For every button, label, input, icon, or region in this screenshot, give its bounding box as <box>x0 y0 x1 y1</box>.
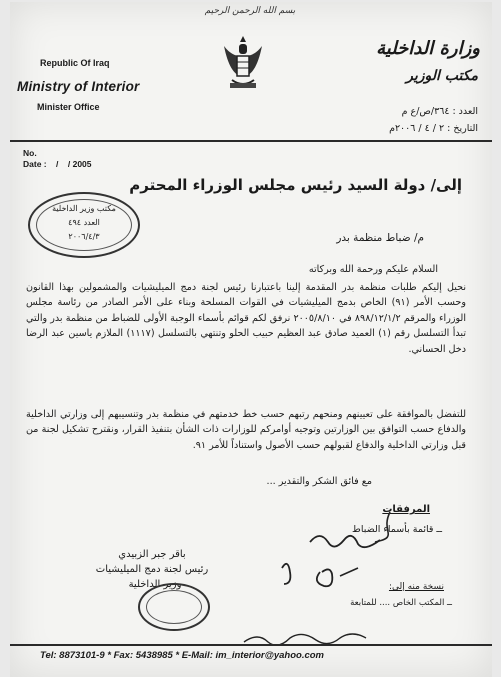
body-paragraph-1: نحيل إليكم طلبات منظمة بدر المقدمة إلينا باعتبارنا رئيس لجنة دمج الميليشيات والمشمولين بهذا القانون وحسب الأمر (٩١) الخاص بدمج الميليشيات في القوات المسلحة وبناء على الأمر الصادر من رئاسة مجلس الوزراء والمرقم ٨٩٨/١٢/١/٢ في ٢٠٠٥/٨/١٠ نرفق لكم قوائم بأسماء الوجبة الأولى للضباط من منظمة بدر والتي تبدأ التسلسل رقم (١) العميد صادق عبد العظيم حبيب الحلو وتنتهي بالتسلسل (١١١٧) الملازم ياسين عبد الرضا دخل الحساني. <box>26 282 467 355</box>
body-paragraph-2: للتفضل بالموافقة على تعيينهم ومنحهم رتبهم حسب خط خدمتهم في منظمة بدر وتنسيبهم إلى وزارتي الداخلية والدفاع حسب التوافق بين الوزارتين وتوجيه أوامركم للوزارات ذات الشأن بتنفيذ القرار، ونقترح تشكيل لجنة من قبل وزارتي الداخلية والدفاع لقبولهم حسب الأصول واستناداً للأمر ٩١. <box>26 409 466 451</box>
attachments-heading: المرفقات <box>382 504 430 515</box>
copy-to-heading: نسخة منه إلى: <box>388 582 444 592</box>
addressee-heading: إلى/ دولة السيد رئيس مجلس الوزراء المحترم <box>129 176 462 194</box>
receipt-stamp <box>28 192 140 258</box>
attachment-item: ــ قائمة بأسماء الضباط <box>352 524 442 535</box>
closing-line: مع فائق الشكر والتقدير ... <box>266 476 372 487</box>
header-divider <box>10 140 492 142</box>
footer-contact: Tel: 8873101-9 * Fax: 5438985 * E-Mail: im_interior@yahoo.com <box>40 650 325 661</box>
stamp-line-date: ٢٠٠٦/٤/٣ <box>68 232 100 241</box>
stamp-line-number: العدد ٤٩٤ <box>68 218 100 227</box>
office-label-en: Minister Office <box>37 102 100 112</box>
ministry-title-en: Ministry of Interior <box>17 79 140 94</box>
office-label-ar: مكتب الوزير <box>406 68 478 84</box>
greeting: السلام عليكم ورحمة الله وبركاته <box>308 264 438 275</box>
ministry-seal <box>138 583 210 631</box>
date-ar: التاريخ : ٢ / ٤ / ٢٠٠٦م <box>389 123 478 134</box>
signatory-role: رئيس لجنة دمج الميليشيات <box>95 564 209 575</box>
subject-line: م/ ضباط منظمة بدر <box>336 232 424 244</box>
number-label: No. <box>23 148 37 158</box>
signatory-org: وزير الداخلية <box>128 579 182 590</box>
stamp-line-office: مكتب وزير الداخلية <box>52 204 116 213</box>
date-label: Date : / / 2005 <box>23 159 92 169</box>
iraq-eagle-emblem <box>216 32 270 92</box>
copy-to-item: ــ المكتب الخاص .... للمتابعة <box>350 598 452 608</box>
letter-page <box>10 2 492 677</box>
footer-divider <box>10 644 492 646</box>
signatory-name: باقر جبر الزبيدي <box>118 549 186 560</box>
handwritten-annotation <box>240 628 390 650</box>
republic-label: Republic Of Iraq <box>40 58 110 68</box>
bismillah-heading: بسم الله الرحمن الرحيم <box>204 6 296 16</box>
ministry-title-ar: وزارة الداخلية <box>376 38 480 59</box>
reference-number-ar: العدد : ٣٦٤/ص/ع م <box>401 106 478 117</box>
